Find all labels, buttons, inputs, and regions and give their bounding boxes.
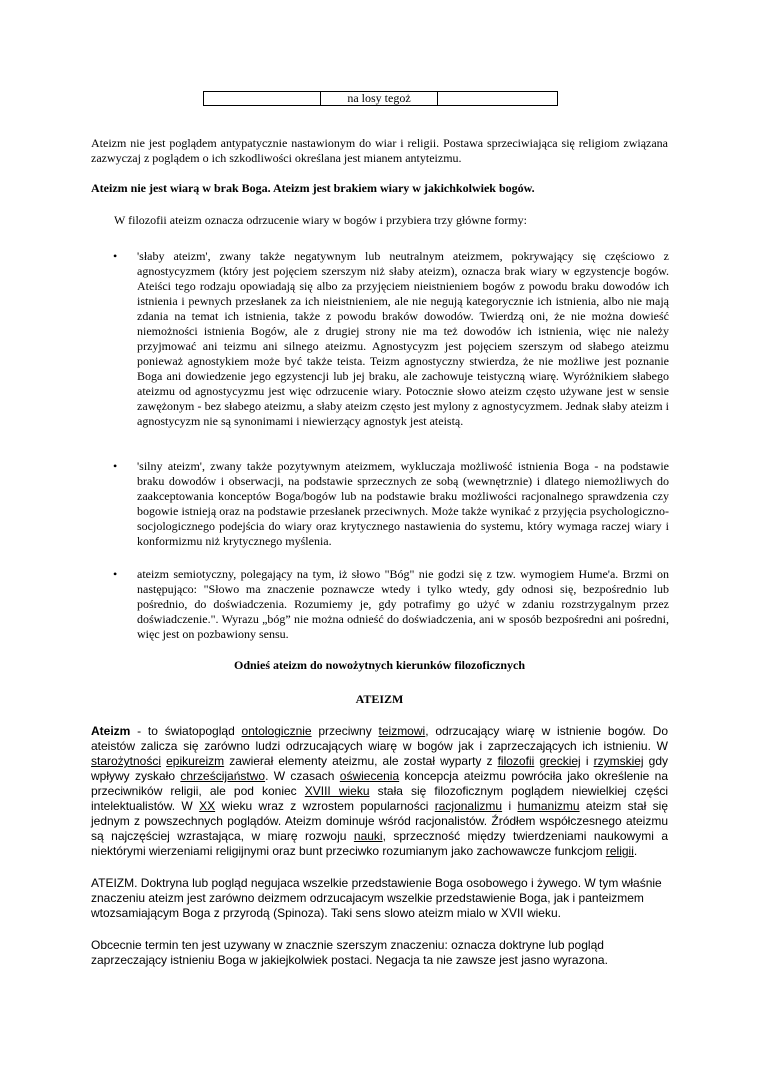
link-starozytnosci[interactable]: starożytności	[91, 754, 162, 768]
table-fragment	[203, 91, 558, 106]
link-oswiecenia[interactable]: oświecenia	[339, 769, 400, 783]
forms-list	[91, 249, 669, 429]
link-filozofii[interactable]: filozofii	[497, 754, 535, 768]
text: i	[580, 754, 594, 768]
forms-list	[91, 567, 669, 642]
closing-paragraph: Obcecnie termin ten jest uzywany w znacznie szerszym znaczeniu: oznacza doktryne lub pogląd zaprzeczający istnieniu Boga w jakiejkolwiek postaci. Negacja ta nie zawsze jest jasno wyrazona.	[91, 938, 608, 967]
paragraph-intro-forms: W filozofii ateizm oznacza odrzucenie wiary w bogów i przybiera trzy główne formy:	[114, 213, 527, 227]
text: . W czasach	[265, 769, 340, 783]
link-xviii-wieku[interactable]: XVIII wieku	[304, 784, 370, 798]
link-racjonalizmu[interactable]: racjonalizmu	[434, 799, 503, 813]
list-item	[91, 459, 669, 549]
text: .	[633, 844, 638, 858]
text: ateizm stał się jednym z powszechnych poglądów. Ateizm dominuje wśród racjonalistów. Źródłem współczesnego ateizmu są najczęściej wzrastająca, w miarę rozwoju	[91, 799, 668, 843]
paragraph-antyteizm: Ateizm nie jest poglądem antypatycznie nastawionym do wiar i religii. Postawa sprzeciwiająca się religiom związana zazwyczaj z poglądem o ich szkodliwości określana jest mianem antyteizmu.	[91, 136, 668, 165]
bullet-icon: •	[113, 459, 118, 473]
table-row	[204, 92, 558, 106]
text: , odrzucający wiarę w istnienie bogów. Do ateistów zalicza się zarówno ludzi odrzucających wiarę w bogów jak i zaprzeczających ich istnieniu. W	[91, 724, 668, 753]
list-item	[91, 249, 669, 429]
bullet-text-strong-atheism: 'silny ateizm', zwany także pozytywnym ateizmem, wykluczaja możliwość istnienia Boga - na podstawie braku dowodów i obserwacji, na podstawie sprzecznych ze sobą (wewnętrznie) i dlatego niemożliwych do zaakceptowania konceptów Boga/bogów lub na podstawie braku możliwości racjonalnego sprawdzenia czy bogowie istnieją oraz na podstawie przesłanek przeciwnych. Może także wynikać z przyjęcia psychologiczno-socjologicznego podejścia do wiary oraz krytycznego nastawienia do systemu, który wymaga raczej wiary i konformizmu niż krytycznego myślenia.	[137, 459, 669, 548]
bullet-text-semiotic-atheism: ateizm semiotyczny, polegający na tym, iż słowo "Bóg" nie godzi się z tzw. wymogiem Hume'a. Brzmi on następująco: "Słowo ma znaczenie poznawcze wtedy i tylko wtedy, gdy odnosi się, bezpośrednio lub pośrednio, do doświadczenia. Rozumiemy je, gdy potrafimy go użyć w zdaniu rozstrzygalnym przez doświadczenie.". Wyrazu „bóg” nie można odnieść do doświadczenia, ani w sposób bezpośredni ani pośredni, więc jest on pozbawiony sensu.	[137, 567, 669, 641]
text: gdy wpływy zyskało	[91, 754, 669, 783]
table-cell	[438, 92, 558, 106]
text: i	[502, 799, 518, 813]
term: Ateizm	[91, 724, 131, 738]
link-nauki[interactable]: nauki	[353, 829, 383, 843]
text: przeciwny	[311, 724, 379, 738]
link-epikureizm[interactable]: epikureizm	[166, 754, 225, 768]
link-chrzescijanstwo[interactable]: chrześcijaństwo	[180, 769, 266, 783]
link-ontologicznie[interactable]: ontologicznie	[241, 724, 312, 738]
forms-list	[91, 459, 669, 549]
definition-paragraph	[91, 724, 668, 859]
table-cell: na losy tegoż	[321, 92, 438, 106]
link-humanizmu[interactable]: humanizmu	[517, 799, 580, 813]
section-title: ATEIZM	[355, 692, 404, 706]
link-religii[interactable]: religii	[605, 844, 634, 858]
closing-paragraph: ATEIZM. Doktryna lub pogląd negujaca wszelkie przedstawienie Boga osobowego i żywego. W tym właśnie znaczeniu ateizm jest zarówno deizmem odrzucajacym wszelkie przedstawienie Boga, jak i panteizmem wtozsamiającym Boga z przyrodą (Spinoza). Taki sens slowo ateizm mialo w XVII wieku.	[91, 876, 662, 920]
bullet-icon: •	[113, 567, 118, 581]
link-xx[interactable]: XX	[199, 799, 216, 813]
section-heading: Odnieś ateizm do nowożytnych kierunków filozoficznych	[234, 658, 525, 672]
text: koncepcja ateizmu powróciła jako określenie na przeciwników religii, ale pod koniec	[91, 769, 668, 798]
text: , sprzeczność między twierdzeniami naukowymi a niektórymi wierzeniami religijnymi oraz bunt przeciwko rozumianym jako zachowawcze funkcjom	[91, 829, 669, 858]
bullet-text-weak-atheism: 'słaby ateizm', zwany także negatywnym lub neutralnym ateizmem, pokrywający się częściowo z agnostycyzmem (który jest pojęciem szerszym niż słaby ateizm), oznacza brak wiary w egzystencje bogów. Ateiści tego rodzaju opowiadają się albo za przyjęciem nieistnieniem bogów z powodu braku dowodów ich istnienia i pewnych przesłanek za ich nieistnieniem, ale nie negują kategorycznie ich istnienia, albo nie mają zdania na temat ich istnienia, także z powodu braków dowodów. Twierdzą oni, że nie można dowieść niemożności istnienia Bogów, ale z drugiej strony nie ma też dowodów ich istnienia, więc nie należy przyjmować ani teizmu ani silnego ateizmu. Agnostycyzm jest pojęciem szerszym od słabego ateizmu ponieważ agnostykiem może być także teista. Teizm agnostyczny stwierdza, że nie możliwe jest poznanie Boga ani dowiedzenie jego egzystencji lub jej braku, ale zachowuje teistyczną wiarę. Wyróżnikiem słabego ateizmu od agnostycyzmu jest więc odrzucenie wiary. Potocznie słowo ateizm często używane jest w sensie zawężonym - bez słabego ateizmu, a słaby ateizm często jest mylony z agnostycyzmem. Jednak słaby ateizm i agnostycyzm nie są synonimami i niewierzący agnostyk jest ateistą.	[137, 249, 669, 428]
bullet-icon: •	[113, 249, 118, 263]
link-greckiej[interactable]: greckiej	[539, 754, 581, 768]
list-item	[91, 567, 669, 642]
link-teizmowi[interactable]: teizmowi	[378, 724, 426, 738]
text: zawierał elementy ateizmu, ale został wyparty z	[224, 754, 498, 768]
text: - to światopogląd	[130, 724, 242, 738]
paragraph-brak-wiary: Ateizm nie jest wiarą w brak Boga. Ateizm jest brakiem wiary w jakichkolwiek bogów.	[91, 181, 535, 195]
table-cell	[204, 92, 321, 106]
text: stała się filozoficznym poglądem niewielkiej części intelektualistów. W	[91, 784, 669, 813]
link-rzymskiej[interactable]: rzymskiej	[593, 754, 644, 768]
text: wieku wraz z wzrostem popularności	[215, 799, 435, 813]
